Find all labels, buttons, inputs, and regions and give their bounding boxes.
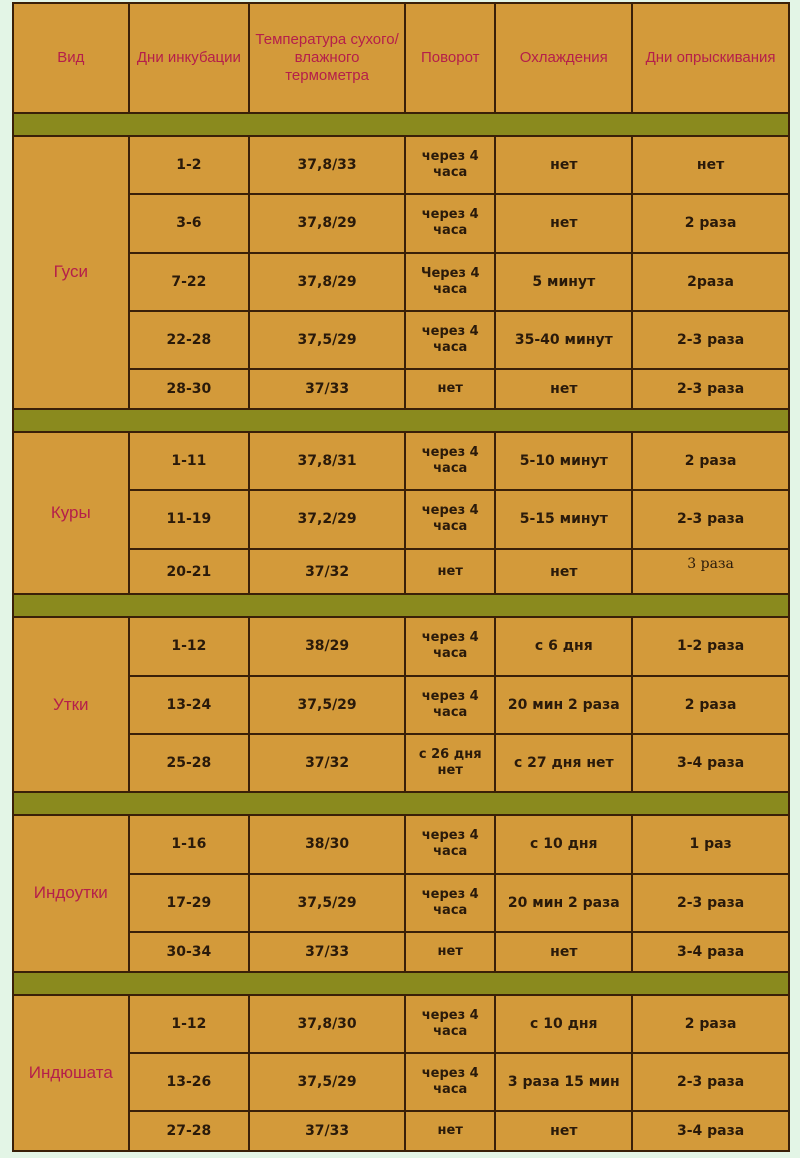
separator-bar [14,410,788,431]
spray-cell: 3-4 раза [633,1112,788,1150]
incubation-table [12,2,790,1152]
table-row [14,550,788,594]
temp-cell: 37,5/29 [250,875,404,931]
days-cell: 11-19 [130,491,249,547]
spray-cell: 2-3 раза [633,370,788,408]
spray-cell: 2-3 раза [633,875,788,931]
header-spraying: Дни опрыскивания [633,4,788,112]
turn-cell: Через 4 часа [406,254,494,310]
turn-cell: нет [406,933,494,971]
header-temperature: Температура сухого/ влажного термометра [250,4,404,112]
temp-cell: 37,8/29 [250,254,404,310]
group-separator [14,973,788,994]
temp-cell: 37,8/31 [250,433,404,489]
table-row [14,370,788,408]
table-row [14,1112,788,1150]
turn-cell: нет [406,1112,494,1150]
group-separator [14,410,788,431]
spray-cell: 2-3 раза [633,1054,788,1110]
cool-cell: нет [496,370,631,408]
cool-cell: 5 минут [496,254,631,310]
days-cell: 20-21 [130,550,249,594]
header-row [14,4,788,112]
spray-cell: нет [633,137,788,193]
turn-cell: через 4 часа [406,1054,494,1110]
spray-cell: 3 раза [633,550,788,594]
spray-cell: 2-3 раза [633,491,788,547]
table-row [14,312,788,368]
days-cell: 1-2 [130,137,249,193]
group-separator [14,595,788,616]
table-row [14,618,788,674]
group-separator [14,793,788,814]
incubation-table-frame [12,2,790,1152]
days-cell: 13-26 [130,1054,249,1110]
table-row [14,735,788,791]
turn-cell: с 26 дня нет [406,735,494,791]
turn-cell: через 4 часа [406,677,494,733]
cool-cell: с 10 дня [496,996,631,1052]
days-cell: 28-30 [130,370,249,408]
spray-cell: 2раза [633,254,788,310]
turn-cell: через 4 часа [406,996,494,1052]
temp-cell: 37/32 [250,550,404,594]
temp-cell: 37/33 [250,370,404,408]
table-row [14,933,788,971]
spray-cell: 2 раза [633,677,788,733]
cool-cell: нет [496,550,631,594]
species-cell: Гуси [14,137,128,408]
cool-cell: 35-40 минут [496,312,631,368]
temp-cell: 37,8/30 [250,996,404,1052]
spray-cell: 1-2 раза [633,618,788,674]
header-cooling: Охлаждения [496,4,631,112]
table-row [14,677,788,733]
days-cell: 30-34 [130,933,249,971]
days-cell: 22-28 [130,312,249,368]
table-row [14,1054,788,1110]
group-separator [14,114,788,135]
header-species: Вид [14,4,128,112]
turn-cell: через 4 часа [406,433,494,489]
table-row [14,816,788,872]
turn-cell: через 4 часа [406,618,494,674]
species-cell: Утки [14,618,128,791]
turn-cell: через 4 часа [406,195,494,251]
temp-cell: 37,8/33 [250,137,404,193]
temp-cell: 37/33 [250,933,404,971]
cool-cell: нет [496,195,631,251]
table-row [14,254,788,310]
days-cell: 17-29 [130,875,249,931]
spray-cell: 2 раза [633,996,788,1052]
table-row [14,195,788,251]
days-cell: 25-28 [130,735,249,791]
cool-cell: с 6 дня [496,618,631,674]
cool-cell: нет [496,137,631,193]
cool-cell: 20 мин 2 раза [496,677,631,733]
spray-cell: 2-3 раза [633,312,788,368]
turn-cell: нет [406,370,494,408]
turn-cell: через 4 часа [406,875,494,931]
header-days: Дни инкубации [130,4,249,112]
cool-cell: 20 мин 2 раза [496,875,631,931]
table-row [14,875,788,931]
separator-bar [14,595,788,616]
table-row [14,137,788,193]
cool-cell: нет [496,933,631,971]
days-cell: 1-12 [130,996,249,1052]
turn-cell: через 4 часа [406,137,494,193]
cool-cell: 5-10 минут [496,433,631,489]
cool-cell: с 27 дня нет [496,735,631,791]
separator-bar [14,114,788,135]
days-cell: 1-16 [130,816,249,872]
days-cell: 27-28 [130,1112,249,1150]
turn-cell: нет [406,550,494,594]
temp-cell: 37/32 [250,735,404,791]
temp-cell: 37,2/29 [250,491,404,547]
table-row [14,433,788,489]
days-cell: 7-22 [130,254,249,310]
spray-cell: 3-4 раза [633,933,788,971]
spray-cell: 3-4 раза [633,735,788,791]
turn-cell: через 4 часа [406,816,494,872]
species-cell: Индюшата [14,996,128,1151]
header-turning: Поворот [406,4,494,112]
cool-cell: с 10 дня [496,816,631,872]
turn-cell: через 4 часа [406,312,494,368]
turn-cell: через 4 часа [406,491,494,547]
cool-cell: 5-15 минут [496,491,631,547]
cool-cell: 3 раза 15 мин [496,1054,631,1110]
table-row [14,996,788,1052]
spray-cell: 2 раза [633,195,788,251]
spray-cell: 1 раз [633,816,788,872]
days-cell: 1-11 [130,433,249,489]
temp-cell: 38/30 [250,816,404,872]
separator-bar [14,973,788,994]
species-cell: Куры [14,433,128,594]
spray-cell: 2 раза [633,433,788,489]
temp-cell: 38/29 [250,618,404,674]
species-cell: Индоутки [14,816,128,970]
temp-cell: 37,5/29 [250,312,404,368]
days-cell: 1-12 [130,618,249,674]
temp-cell: 37,5/29 [250,1054,404,1110]
days-cell: 13-24 [130,677,249,733]
table-row [14,491,788,547]
cool-cell: нет [496,1112,631,1150]
temp-cell: 37/33 [250,1112,404,1150]
temp-cell: 37,5/29 [250,677,404,733]
separator-bar [14,793,788,814]
days-cell: 3-6 [130,195,249,251]
temp-cell: 37,8/29 [250,195,404,251]
